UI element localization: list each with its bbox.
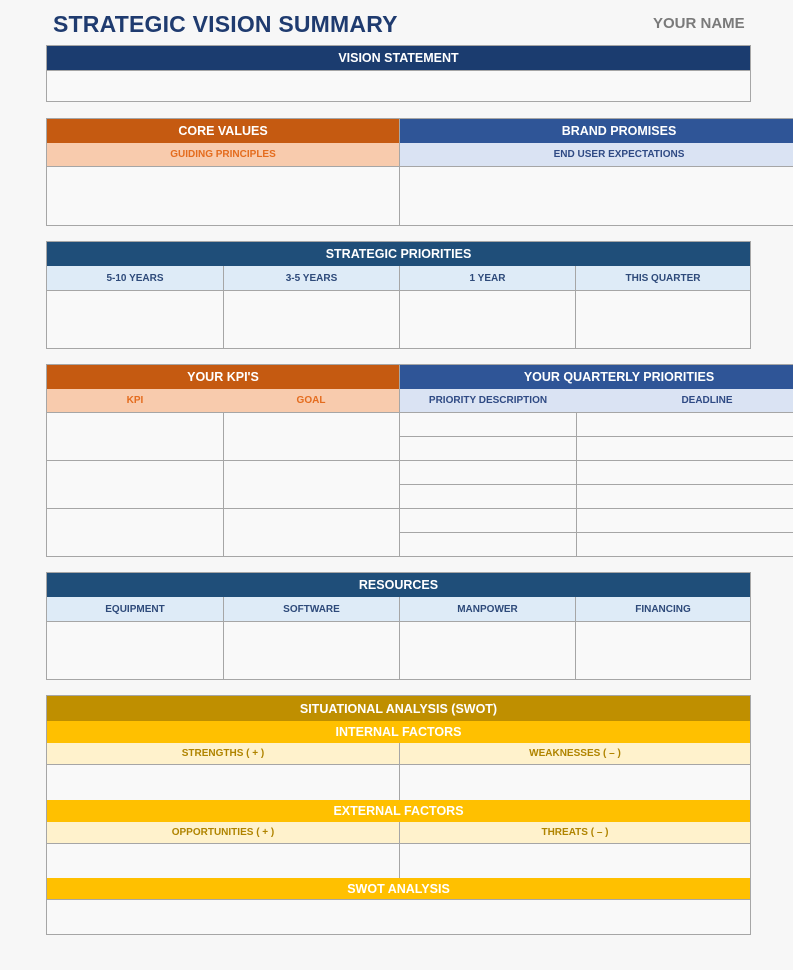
goal-input[interactable] — [223, 509, 399, 556]
priority-col-1-year: 1 YEAR — [399, 266, 575, 290]
resource-col-manpower: MANPOWER — [399, 597, 575, 621]
brand-promises-header: BRAND PROMISES — [400, 119, 793, 143]
swot-header: SITUATIONAL ANALYSIS (SWOT) — [47, 696, 750, 721]
brand-promises-input[interactable] — [400, 166, 793, 225]
threats-input[interactable] — [399, 844, 750, 878]
values-section — [46, 118, 793, 226]
internal-factors-header: INTERNAL FACTORS — [47, 721, 750, 743]
strategic-priorities-header: STRATEGIC PRIORITIES — [47, 242, 750, 266]
kpi-input[interactable] — [47, 461, 223, 508]
deadline-input[interactable] — [576, 485, 793, 508]
resource-input-equipment[interactable] — [47, 622, 223, 679]
kpi-header: YOUR KPI'S — [47, 365, 399, 389]
kpi-input[interactable] — [47, 413, 223, 460]
guiding-principles-subheader: GUIDING PRINCIPLES — [47, 143, 399, 166]
resources-header: RESOURCES — [47, 573, 750, 597]
threats-subheader: THREATS ( – ) — [399, 822, 750, 843]
deadline-input[interactable] — [576, 461, 793, 484]
quarterly-priorities-header: YOUR QUARTERLY PRIORITIES — [400, 365, 793, 389]
qp-col-priority-description: PRIORITY DESCRIPTION — [428, 395, 548, 406]
deadline-input[interactable] — [576, 413, 793, 436]
priority-input-1-year[interactable] — [399, 291, 575, 348]
priority-input-5-10-years[interactable] — [47, 291, 223, 348]
vision-header: VISION STATEMENT — [47, 46, 750, 70]
swot-analysis-input[interactable] — [47, 899, 750, 934]
external-factors-header: EXTERNAL FACTORS — [47, 800, 750, 822]
goal-input[interactable] — [223, 413, 399, 460]
weaknesses-input[interactable] — [399, 765, 750, 800]
resource-col-financing: FINANCING — [575, 597, 750, 621]
priority-description-input[interactable] — [400, 509, 576, 532]
priority-col-5-10-years: 5-10 YEARS — [106, 272, 164, 284]
resources-section — [46, 572, 751, 680]
core-values-input[interactable] — [47, 166, 399, 225]
priority-description-input[interactable] — [400, 413, 576, 436]
deadline-input[interactable] — [576, 533, 793, 556]
kpi-section — [46, 364, 793, 557]
resource-col-equipment: EQUIPMENT — [105, 603, 165, 615]
resource-input-financing[interactable] — [575, 622, 750, 679]
deadline-input[interactable] — [576, 437, 793, 460]
page-title: STRATEGIC VISION SUMMARY — [53, 11, 398, 37]
priority-description-input[interactable] — [400, 485, 576, 508]
kpi-col-goal: GOAL — [296, 395, 326, 406]
priority-description-input[interactable] — [400, 533, 576, 556]
priority-description-input[interactable] — [400, 437, 576, 460]
priority-input-3-5-years[interactable] — [223, 291, 399, 348]
opportunities-subheader: OPPORTUNITIES ( + ) — [171, 827, 275, 838]
vision-section — [46, 45, 751, 102]
core-values-header: CORE VALUES — [47, 119, 399, 143]
your-name-label[interactable]: YOUR NAME — [653, 15, 745, 32]
strategic-priorities-section — [46, 241, 751, 349]
resource-input-software[interactable] — [223, 622, 399, 679]
resource-input-manpower[interactable] — [399, 622, 575, 679]
qp-col-deadline: DEADLINE — [681, 395, 733, 406]
kpi-input[interactable] — [47, 509, 223, 556]
priority-description-input[interactable] — [400, 461, 576, 484]
resource-col-software: SOFTWARE — [223, 597, 399, 621]
goal-input[interactable] — [223, 461, 399, 508]
kpi-col-kpi: KPI — [126, 395, 144, 406]
end-user-expectations-subheader: END USER EXPECTATIONS — [400, 143, 793, 166]
opportunities-input[interactable] — [47, 844, 399, 878]
weaknesses-subheader: WEAKNESSES ( – ) — [399, 743, 750, 764]
priority-col-3-5-years: 3-5 YEARS — [223, 266, 399, 290]
deadline-input[interactable] — [576, 509, 793, 532]
strengths-input[interactable] — [47, 765, 399, 800]
strengths-subheader: STRENGTHS ( + ) — [181, 748, 265, 759]
priority-input-this-quarter[interactable] — [575, 291, 750, 348]
swot-section — [46, 695, 751, 935]
swot-analysis-header: SWOT ANALYSIS — [47, 878, 750, 899]
priority-col-this-quarter: THIS QUARTER — [575, 266, 750, 290]
vision-input[interactable] — [47, 70, 750, 101]
